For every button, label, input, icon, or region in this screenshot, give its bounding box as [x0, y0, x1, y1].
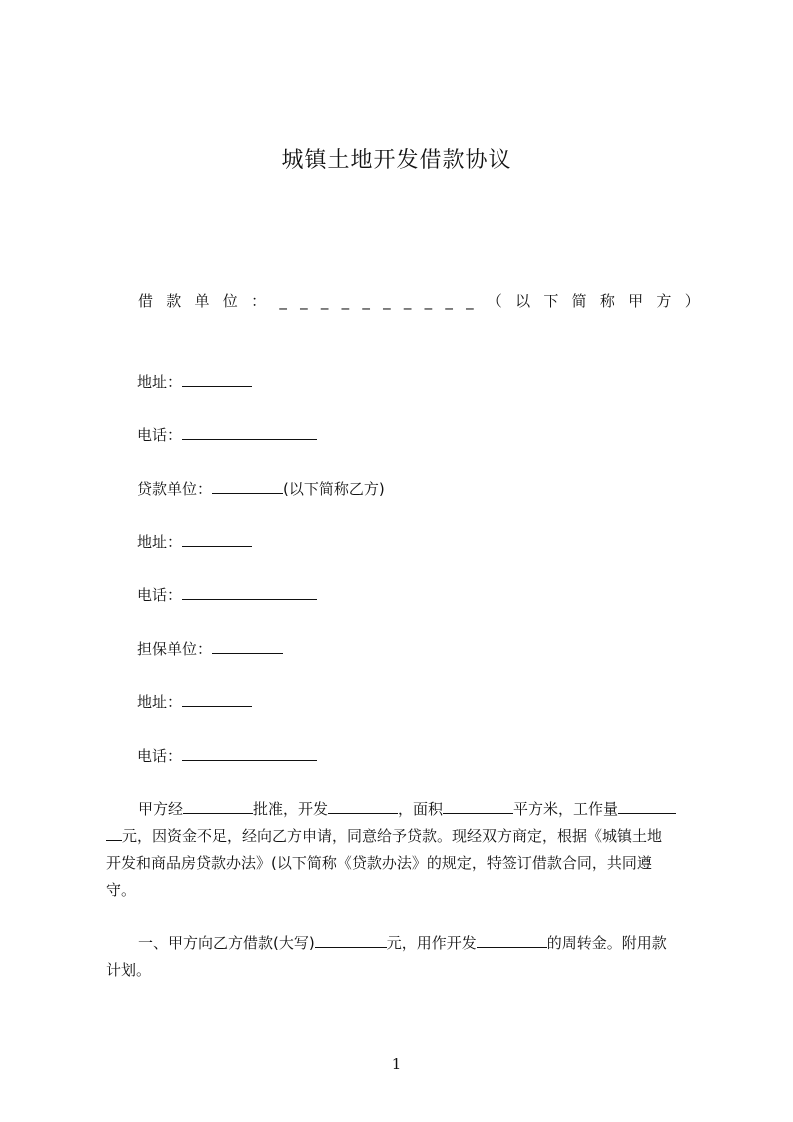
phone-field-1	[137, 424, 317, 445]
lender-suffix: (以下简称乙方)	[283, 480, 385, 498]
phone-blank	[182, 759, 317, 761]
text-run: ，面积	[398, 800, 444, 818]
paragraph-line: 开发和商品房贷款办法》(以下简称《贷款办法》的规定，特签订借款合同，共同遵	[106, 854, 652, 872]
area-blank	[443, 812, 513, 814]
loan-amount-blank	[315, 946, 387, 948]
paragraph-line	[106, 930, 700, 957]
borrower-line	[138, 290, 700, 311]
paragraph-line	[106, 796, 700, 823]
borrower-char: _	[279, 292, 287, 310]
borrower-char: 简	[571, 292, 587, 310]
purpose-blank	[477, 946, 547, 948]
phone-label: 电话：	[137, 747, 183, 765]
address-field-2	[137, 531, 252, 552]
text-run: 平方米，工作量	[513, 800, 619, 818]
address-field-1	[137, 371, 252, 392]
borrower-char: 以	[515, 292, 531, 310]
borrower-char: ）	[684, 292, 700, 310]
project-blank	[328, 812, 398, 814]
workload-blank-cont	[106, 839, 122, 841]
lender-field	[137, 478, 385, 499]
text-run: 元，因资金不足，经向乙方申请，同意给予贷款。现经双方商定，根据《城镇土地	[122, 827, 663, 845]
approval-blank	[183, 812, 253, 814]
guarantor-blank	[212, 652, 283, 654]
phone-field-2	[137, 584, 317, 605]
address-label: 地址：	[137, 533, 183, 551]
address-field-3	[137, 691, 252, 712]
address-blank	[182, 545, 252, 547]
lender-label: 贷款单位：	[137, 480, 213, 498]
clause-one-paragraph	[106, 930, 700, 984]
text-run: 批准，开发	[253, 800, 329, 818]
phone-label: 电话：	[137, 586, 183, 604]
paragraph-line	[106, 823, 700, 850]
borrower-char: 借	[138, 292, 154, 310]
borrower-char: ：	[251, 292, 267, 310]
borrower-char: _	[383, 292, 391, 310]
borrower-char: _	[300, 292, 308, 310]
text-run: 元，用作开发	[386, 934, 477, 952]
phone-label: 电话：	[137, 426, 183, 444]
address-label: 地址：	[137, 693, 183, 711]
borrower-char: _	[341, 292, 350, 310]
borrower-char: 下	[543, 292, 559, 310]
text-run: 甲方经	[138, 800, 184, 818]
borrower-char: 方	[656, 292, 672, 310]
guarantor-field	[137, 638, 283, 659]
workload-blank	[618, 812, 676, 814]
paragraph-line: 守。	[106, 881, 137, 899]
guarantor-label: 担保单位：	[137, 640, 213, 658]
borrower-char: 甲	[628, 292, 644, 310]
phone-blank	[182, 438, 317, 440]
borrower-char: 款	[166, 292, 182, 310]
address-blank	[182, 385, 252, 387]
lender-blank	[212, 492, 283, 494]
text-run: 的周转金。附用款	[546, 934, 667, 952]
address-label: 地址：	[137, 373, 183, 391]
borrower-char: 位	[222, 292, 238, 310]
paragraph-line: 计划。	[106, 961, 152, 979]
borrower-char: （	[486, 292, 502, 310]
borrower-char: _	[445, 292, 453, 310]
document-title: 城镇土地开发借款协议	[281, 148, 512, 173]
borrower-char: _	[320, 292, 329, 310]
page-number: 1	[391, 1055, 402, 1073]
borrower-char: 称	[599, 292, 615, 310]
borrower-char: 单	[194, 292, 210, 310]
borrower-char: _	[362, 292, 370, 310]
text-run: 一、甲方向乙方借款(大写)	[138, 934, 315, 952]
borrower-char: _	[424, 292, 433, 310]
address-blank	[182, 705, 252, 707]
phone-blank	[182, 598, 317, 600]
phone-field-3	[137, 745, 317, 766]
borrower-char: _	[466, 292, 474, 310]
borrower-char: _	[403, 292, 412, 310]
clause-intro-paragraph	[106, 796, 700, 904]
